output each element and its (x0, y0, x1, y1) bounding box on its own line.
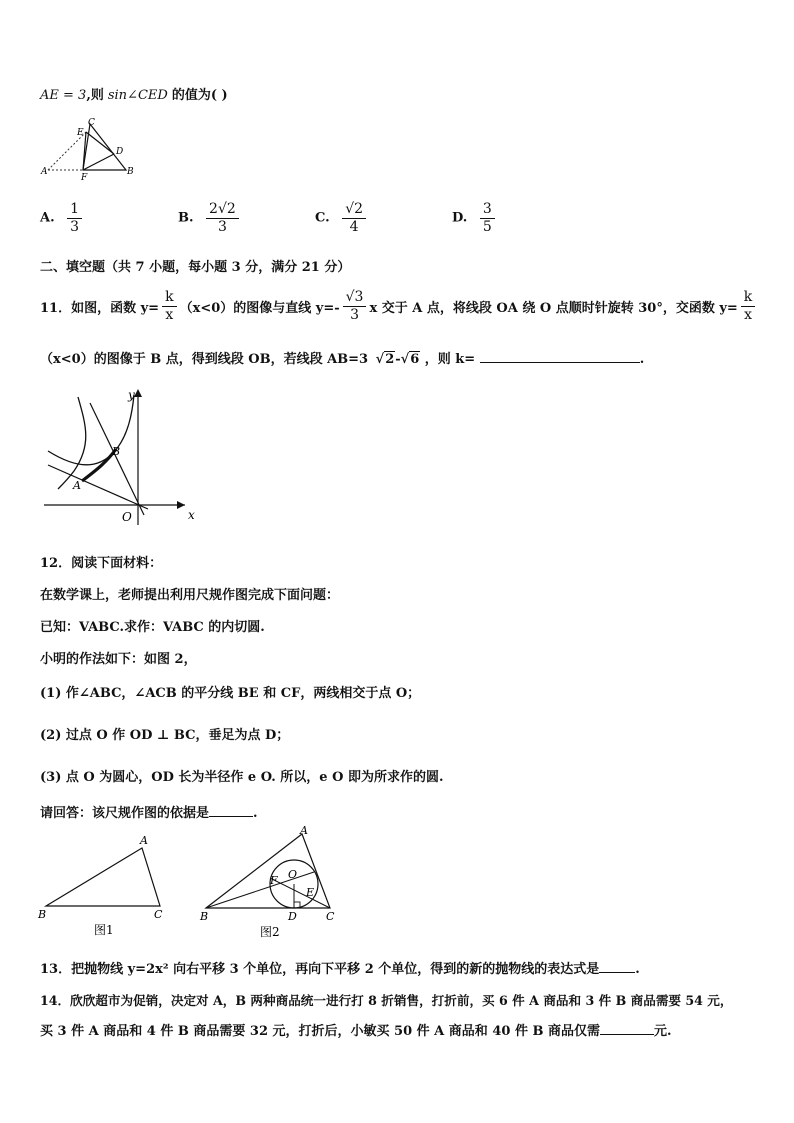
q11-frac-k2 (741, 290, 755, 322)
q10-label-b: B (127, 167, 134, 177)
q10-option-d-num: 3 (480, 202, 495, 219)
q10-option-d-den: 5 (482, 218, 492, 235)
q11-frac-k-num: k (162, 290, 176, 307)
q12-question-text: 请回答：该尺规作图的依据是 (40, 806, 210, 821)
q14-line1: 14．欣欣超市为促销，决定对 A，B 两种商品统一进行打 8 折销售，打折前，买 6 件 A 商品和 3 件 B 商品需要 54 元， (40, 993, 733, 1008)
q10-option-c-den: 4 (349, 218, 359, 235)
q11-line-oa (48, 465, 148, 509)
q12-question (40, 802, 258, 821)
q11-text-4: （x<0）的图像于 B 点，得到线段 OB，若线段 AB=3 (40, 352, 369, 367)
q11-y-arrow (134, 389, 142, 397)
q12-fig2-line-be (206, 872, 314, 908)
q12-fig2-label-b: B (200, 910, 209, 923)
q10-option-d-frac (480, 202, 495, 234)
q10-option-c-frac (342, 202, 366, 234)
q10-line-fd (83, 154, 114, 170)
q10-option-d-letter: D. (452, 210, 468, 226)
q10-option-b-letter: B. (178, 210, 194, 226)
q12-line3: 已知：VABC.求作：VABC 的内切圆. (40, 620, 265, 635)
q11-line-ob (90, 403, 144, 515)
q10-option-a-num: 1 (67, 202, 82, 219)
q12-period: . (253, 806, 258, 821)
q12-step2: (2) 过点 O 作 OD ⊥ BC，垂足为点 D； (40, 728, 290, 743)
q10-option-c[interactable] (315, 202, 369, 234)
q11-label-a: A (73, 479, 81, 492)
q11-label-x: x (188, 508, 195, 522)
q13-text: 13．把抛物线 y=2x² 向右平移 3 个单位，再向下平移 2 个单位，得到的新的抛物线的表达式是 (40, 962, 600, 977)
q11-graph (40, 385, 210, 535)
q10-stem (40, 84, 228, 103)
q12-fig2-label-o: O (288, 868, 298, 881)
q12-answer-blank[interactable] (209, 816, 253, 817)
q10-option-b-num: 2√2 (206, 202, 239, 219)
q10-option-d[interactable] (452, 202, 498, 234)
q12-fig1-label-b: B (38, 908, 47, 921)
q10-option-c-num: √2 (342, 202, 366, 219)
q14-answer-blank[interactable] (600, 1034, 654, 1035)
q11-line2: （x<0）的图像于 B 点，得到线段 OB，若线段 AB=3 √2-√6 ，则 k= . (40, 352, 645, 367)
q11-frac-k (162, 290, 176, 322)
q12-fig1-label-a: A (140, 834, 148, 847)
q12-step3: (3) 点 O 为圆心，OD 长为半径作 e O. 所以，e O 即为所求作的圆. (40, 770, 444, 785)
q10-label-c: C (88, 118, 95, 128)
q10-label-e: E (77, 128, 84, 138)
q12-line1: 12．阅读下面材料： (40, 556, 163, 571)
q12-fig2-label-d: D (288, 910, 297, 923)
q11-period: . (639, 352, 645, 367)
q10-option-a-letter: A. (40, 210, 55, 226)
q10-stem-expr: sin∠CED (107, 88, 168, 103)
q12-figure1 (36, 830, 176, 940)
q12-fig1-triangle (46, 848, 160, 906)
q12-fig1-label-c: C (154, 908, 163, 921)
q14-line2 (40, 1020, 672, 1039)
q12-fig2-caption: 图2 (260, 925, 280, 939)
q10-option-a-frac (67, 202, 82, 234)
q14-end: 元. (653, 1024, 672, 1039)
q10-label-d: D (116, 147, 124, 157)
q11-text-5: ，则 k= (424, 352, 476, 367)
q10-option-a[interactable] (40, 202, 85, 234)
q11-radicand-2: 2 (385, 352, 395, 367)
q10-option-c-letter: C. (315, 210, 330, 226)
q11-x-arrow (177, 501, 185, 509)
q13-answer-blank[interactable] (599, 972, 635, 973)
q12-line4: 小明的作法如下：如图 2， (40, 652, 197, 667)
q12-line2: 在数学课上，老师提出利用尺规作图完成下面问题： (40, 588, 340, 603)
q10-option-a-den: 3 (70, 218, 80, 235)
q10-line-ed (86, 132, 114, 154)
q13 (40, 958, 640, 977)
q11-answer-blank[interactable] (480, 362, 640, 363)
q11-radicand-6: 6 (410, 352, 420, 367)
q10-option-b-den: 3 (217, 218, 227, 235)
q10-label-f: F (81, 173, 88, 183)
q12-fig2-label-a: A (300, 824, 308, 837)
q11-text-3: x 交于 A 点，将线段 OA 绕 O 点顺时针旋转 30°，交函数 y= (369, 300, 738, 316)
q11-label-b: B (112, 445, 121, 458)
q13-period: . (635, 962, 640, 977)
q11-frac-sqrt3-num: √3 (343, 290, 367, 307)
section2-heading: 二、填空题（共 7 小题，每小题 3 分，满分 21 分） (40, 260, 351, 275)
q11-text-2: （x<0）的图像与直线 y=- (179, 300, 340, 316)
q11-minus: - (395, 352, 401, 367)
q14-text: 买 3 件 A 商品和 4 件 B 商品需要 32 元，打折后，小敏买 50 件 A 商品和 40 件 B 商品仅需 (40, 1024, 600, 1039)
q11-frac-k2-den: x (744, 306, 752, 323)
q11-text-1: 11．如图，函数 y= (40, 300, 160, 316)
q11-label-o: O (122, 510, 132, 524)
q10-stem-end: 的值为( ) (171, 88, 228, 103)
q10-stem-rest: ,则 (86, 88, 104, 103)
q10-label-a: A (41, 167, 48, 177)
q10-option-b-frac (206, 202, 239, 234)
q11-frac-k2-num: k (741, 290, 755, 307)
q12-fig2-label-c: C (326, 910, 335, 923)
q11-frac-k-den: x (165, 306, 174, 323)
q12-figure2 (196, 824, 346, 944)
q10-option-b[interactable] (178, 202, 242, 234)
q12-fig2-label-f: F (270, 874, 278, 887)
q10-figure (38, 118, 148, 184)
q12-fig2-label-e: E (306, 886, 315, 899)
q10-stem-math: AE = 3 (40, 88, 87, 103)
q12-fig1-caption: 图1 (94, 923, 114, 937)
q11-label-y: y (128, 388, 135, 402)
q11-frac-sqrt3 (343, 290, 367, 322)
q11-frac-sqrt3-den: 3 (350, 306, 359, 323)
q12-step1: (1) 作∠ABC，∠ACB 的平分线 BE 和 CF，两线相交于点 O； (40, 686, 421, 701)
q11-line1 (40, 290, 758, 322)
